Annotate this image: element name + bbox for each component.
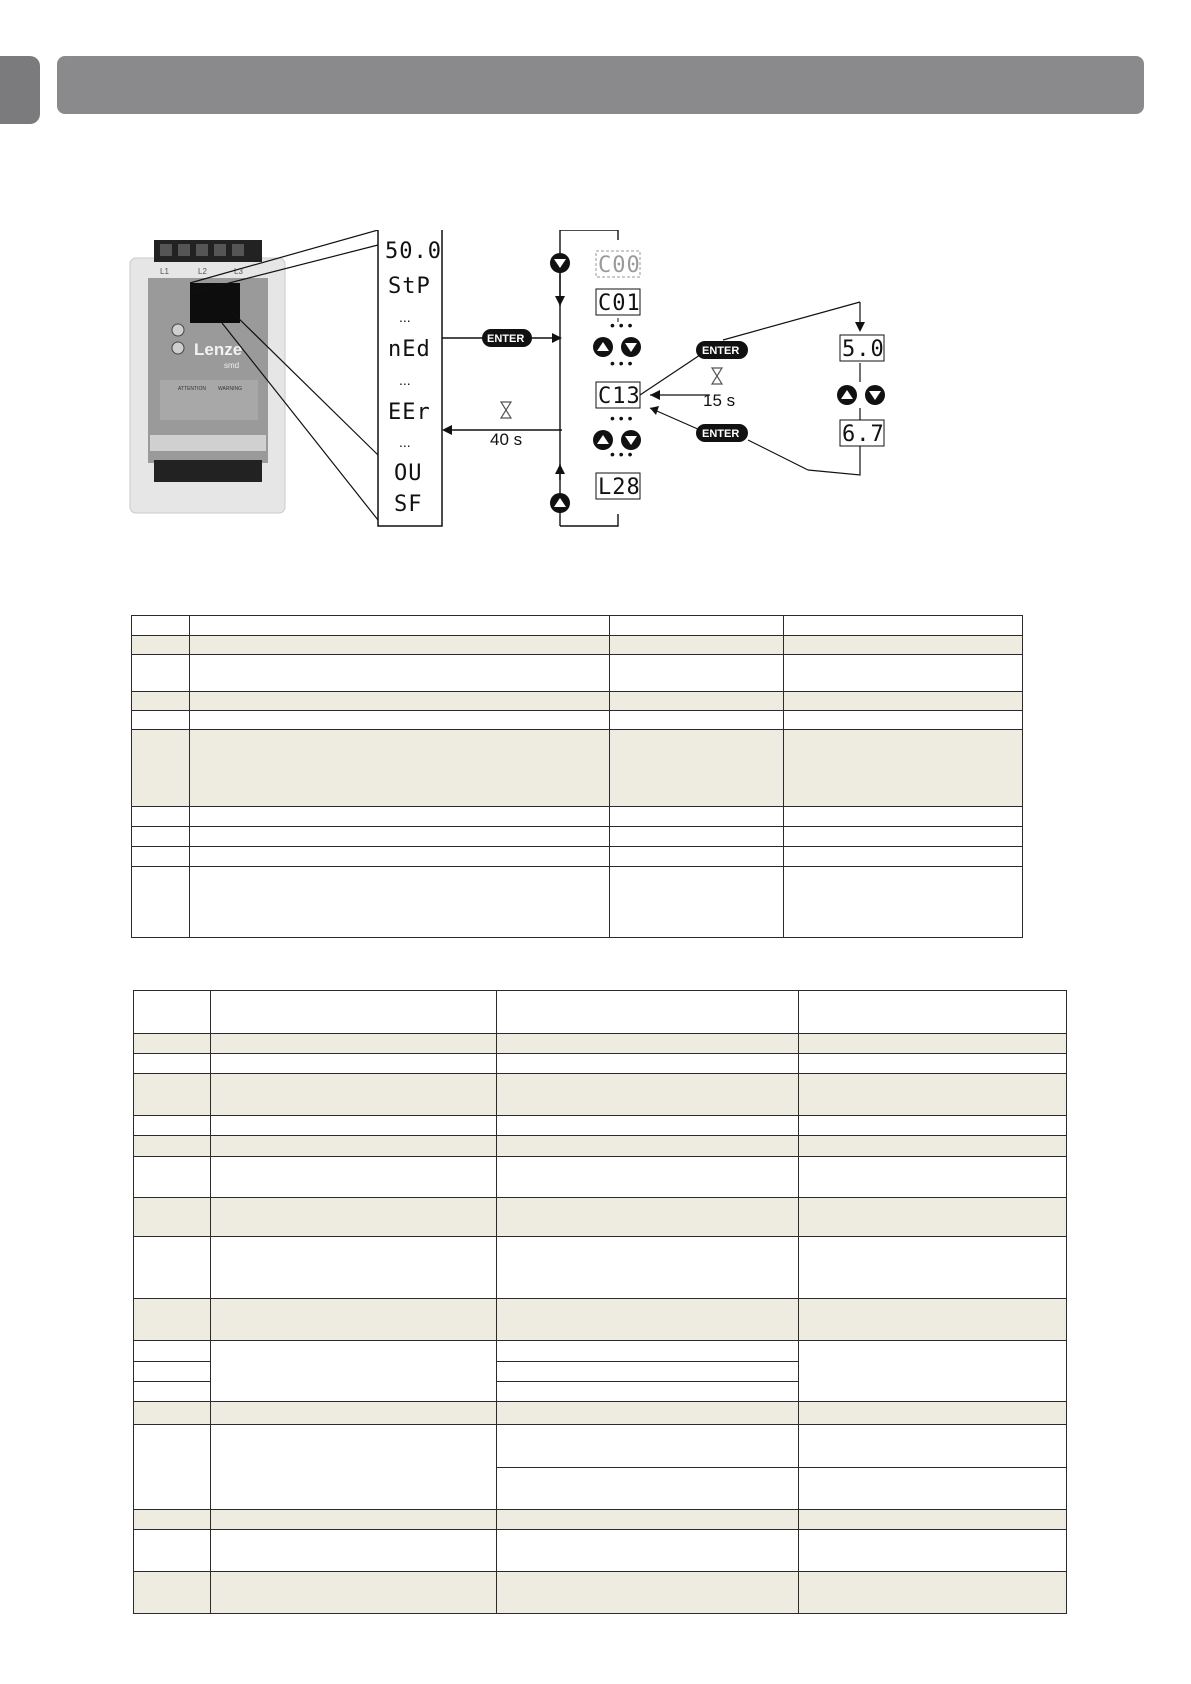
table-row: [134, 1054, 1067, 1074]
param-code: C13: [598, 384, 641, 409]
timeout-param: 15 s: [703, 391, 736, 410]
param-code: L28: [598, 475, 641, 500]
table-row: [134, 1136, 1067, 1157]
param-code: C01: [598, 291, 641, 316]
display-code: OU: [394, 461, 423, 486]
table-row: [134, 1157, 1067, 1198]
display-code: EEr: [388, 400, 431, 425]
timeout-main: 40 s: [490, 430, 523, 449]
display-code: StP: [388, 274, 431, 299]
hourglass-icon: [501, 402, 511, 418]
table-row: [134, 1198, 1067, 1237]
table-row: [132, 655, 1023, 692]
table-row: [132, 807, 1023, 827]
table-row: [134, 1034, 1067, 1054]
table-row: [132, 636, 1023, 655]
device-terminal-l2: L2: [198, 267, 207, 276]
value-code: 5.0: [842, 337, 885, 362]
param-code: C00: [598, 253, 641, 278]
device-attention: ATTENTION: [178, 386, 206, 392]
enter-label: ENTER: [702, 345, 740, 357]
display-code-ellipsis: ...: [399, 309, 411, 325]
table-row: [132, 847, 1023, 867]
enter-label: ENTER: [487, 333, 525, 345]
table-row: [134, 1402, 1067, 1425]
table-row: [134, 991, 1067, 1034]
table-row: [134, 1425, 1067, 1468]
parameter-table-2: [133, 990, 1067, 1614]
dots-separator: • • •: [610, 355, 633, 371]
device-warning: WARNING: [218, 386, 242, 392]
table-row: [134, 1116, 1067, 1136]
table-row: [132, 730, 1023, 807]
dots-separator: • • •: [610, 410, 633, 426]
enter-label: ENTER: [702, 428, 740, 440]
drive-device-image: [130, 240, 285, 513]
table-row: [132, 711, 1023, 730]
display-code: SF: [394, 492, 423, 517]
hourglass-icon: [712, 368, 722, 384]
table-row: [134, 1299, 1067, 1341]
device-series: smd: [224, 361, 240, 370]
dots-separator: • • •: [610, 446, 633, 462]
device-terminal-l3: L3: [234, 267, 243, 276]
value-code: 6.7: [842, 422, 885, 447]
device-terminal-l1: L1: [160, 267, 169, 276]
table-row: [132, 692, 1023, 711]
table-row: [134, 1237, 1067, 1299]
table-row: [132, 827, 1023, 847]
keypad-navigation-diagram: [120, 230, 1040, 570]
parameter-table-1: [131, 615, 1023, 938]
display-code: 50.0: [385, 239, 442, 264]
device-brand: Lenze: [194, 340, 243, 359]
display-code-ellipsis: ...: [399, 372, 411, 388]
table-row: [132, 867, 1023, 938]
table-row: [132, 616, 1023, 636]
section-tab: [0, 56, 40, 124]
display-code: nEd: [388, 337, 431, 362]
table-row: [134, 1074, 1067, 1116]
table-row: [134, 1510, 1067, 1530]
table-row: [134, 1572, 1067, 1614]
dots-separator: • • •: [610, 317, 633, 333]
display-code-ellipsis: ...: [399, 434, 411, 450]
table-row: [134, 1341, 1067, 1362]
header-bar: [57, 56, 1144, 114]
table-row: [134, 1530, 1067, 1572]
